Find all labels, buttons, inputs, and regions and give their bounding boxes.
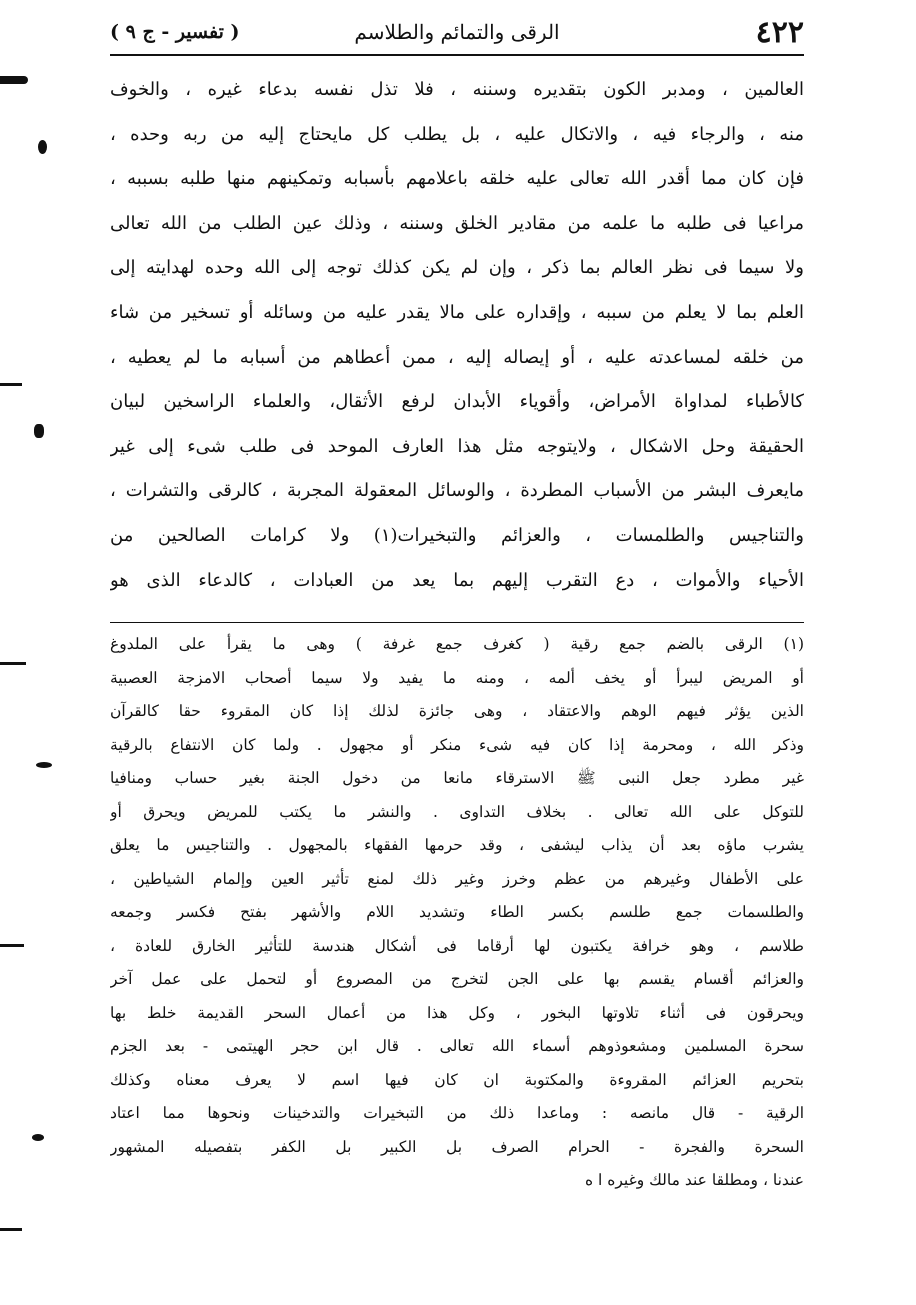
running-title: الرقى والتمائم والطلاسم xyxy=(354,20,560,44)
text-line: مايعرف البشر من الأسباب المطردة ، والوسائل المعقولة المجربة ، كالرقى والتشرات ، xyxy=(110,480,804,502)
running-header xyxy=(110,14,804,50)
footnote-rule xyxy=(110,622,804,623)
text-line: منه ، والرجاء فيه ، والاتكال عليه ، بل يطلب كل مايحتاج إليه من ربه وحده ، xyxy=(110,123,804,145)
text-line: العلم بما لا يعلم من سببه ، وإقداره على مالا يقدر عليه من وسائله أو تسخير من شاء xyxy=(110,301,804,323)
text-line: من خلقه لمساعدته عليه ، أو إيصاله إليه ، ممن أعطاهم من أسبابه ما لم يعطيه ، xyxy=(110,346,804,368)
scan-mark xyxy=(36,762,52,768)
text-line: العالمين ، ومدبر الكون بتقديره وسننه ، فلا تذل نفسه بدعاء غيره ، والخوف xyxy=(110,79,804,100)
text-line: الأحياء والأموات ، دع التقرب إليهم بما يعد من العبادات ، كالدعاء الذى هو xyxy=(110,569,804,591)
scan-mark xyxy=(34,424,44,438)
scan-mark xyxy=(0,944,24,947)
footnotes xyxy=(110,628,804,1198)
footnote-line: وذكر الله ، ومحرمة إذا كان فيه شىء منكر أو مجهول . ولما كان الانتفاع بالرقية xyxy=(110,735,804,754)
footnote-line: والطلسمات جمع طلسم بكسر الطاء وتشديد اللام والأشهر بفتح فكسر وجمعه xyxy=(110,903,804,921)
footnote-line: يشرب ماؤه بعد أن يذاب ليشفى ، وقد حرمها الفقهاء بالمجهول . والتناجيس ما يعلق xyxy=(110,836,804,854)
scan-mark xyxy=(38,140,47,154)
text-line: والتناجيس والطلمسات ، والعزائم والتبخيرات(١) ولا كرامات الصالحين من xyxy=(110,524,804,546)
running-volume: ( تفسير - ج ٩ ) xyxy=(110,21,240,43)
scan-mark xyxy=(32,1134,44,1141)
text-line: كالأطباء لمداواة الأمراض، وأقوياء الأبدان لرفع الأثقال، والعلماء الراسخين لبيان xyxy=(110,391,804,413)
footnote-line: والعزائم أقسام يقسم بها على الجن لتخرج من المصروع أو لتحمل على عمل آخر xyxy=(110,970,804,988)
footnote-line: عندنا ، ومطلقا عند مالك وغيره ا ه xyxy=(584,1171,804,1189)
footnote-line: غير مطرد جعل النبى ﷺ الاسترقاء مانعا من دخول الجنة بغير حساب ومنافيا xyxy=(110,769,804,787)
footnote-line: السحرة والفجرة - الحرام الصرف بل الكبير بل الكفر بتفصيله المشهور xyxy=(110,1137,804,1156)
text-line: فإن كان مما أقدر الله تعالى عليه خلقه باعلامهم بأسبابه وتمكينهم منها طلبه بسببه ، xyxy=(110,168,804,190)
scan-mark xyxy=(0,383,22,386)
footnote-line: الذين يؤثر فيهم الوهم والاعتقاد ، وهى جائزة لذلك إذا كان المقروء حقا كالقرآن xyxy=(110,702,804,720)
scan-mark xyxy=(0,1228,22,1231)
footnote-line: (١) الرقى بالضم جمع رقية ( كغرف جمع غرفة ) وهى ما يقرأ على الملدوغ xyxy=(110,635,804,653)
header-rule xyxy=(110,54,804,56)
scan-mark xyxy=(0,662,26,665)
main-text xyxy=(110,68,804,603)
scan-margin-artifacts xyxy=(0,0,60,1305)
footnote-line: سحرة المسلمين ومشعوذوهم أسماء الله تعالى . قال ابن حجر الهيتمى - بعد الجزم xyxy=(110,1037,804,1055)
footnote-line: بتحريم العزائم المقروءة والمكتوبة ان كان فيها اسم لا يعرف معناه وكذلك xyxy=(110,1070,804,1089)
footnote-line: الرقية - قال مانصه : وماعدا ذلك من التبخيرات والتدخينات ونحوها مما اعتاد xyxy=(110,1104,804,1122)
footnote-line: ويحرقون فى أثناء تلاوتها البخور ، وكل هذا من أعمال السحر القديمة خلط بها xyxy=(110,1003,804,1022)
footnote-line: على الأطفال وغيرهم من عظم وخرز وغير ذلك لمنع تأثير العين وإلمام الشياطين ، xyxy=(110,869,804,888)
text-line: ولا سيما فى نظر العالم بما ذكر ، وإن لم يكن كذلك توجه إلى الله وحده لهدايته إلى xyxy=(110,257,804,279)
footnote-line: للتوكل على الله تعالى . بخلاف التداوى . والنشر ما يكتب للمريض ويحرق أو xyxy=(110,802,804,821)
page-number: ٤٢٢ xyxy=(755,14,804,50)
footnote-line: طلاسم ، وهو خرافة يكتبون لها أرقاما فى أشكال هندسة للتأثير الخارق للعادة ، xyxy=(110,936,804,955)
text-line: الحقيقة وحل الاشكال ، ولايتوجه مثل هذا العارف الموحد فى طلب شىء إلى غير xyxy=(110,435,804,457)
footnote-line: أو المريض ليبرأ أو يخف ألمه ، ومنه ما يفيد ولا سيما أصحاب الامزجة العصبية xyxy=(110,668,804,687)
scan-mark xyxy=(0,76,28,84)
text-line: مراعيا فى طلبه ما علمه من مقادير الخلق وسننه ، وذلك عين الطلب من الله تعالى xyxy=(110,212,804,234)
